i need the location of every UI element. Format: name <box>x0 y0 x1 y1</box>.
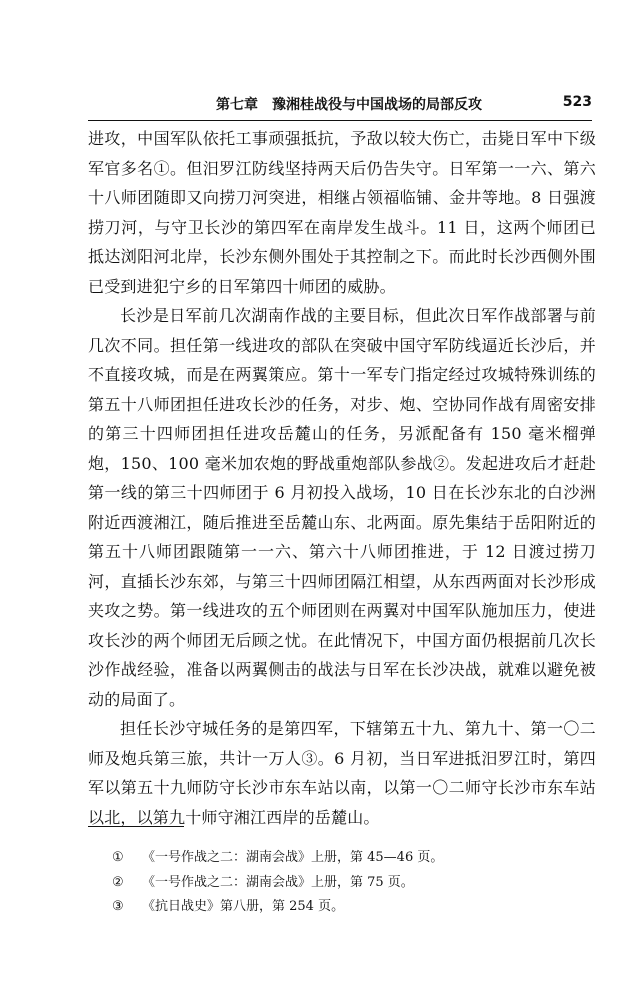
paragraph-3: 担任长沙守城任务的是第四军，下辖第五十九、第九十、第一〇二师及炮兵第三旅，共计一万人③。6 月初，当日军进抵汨罗江时，第四军以第五十九师防守长沙市东车站以南，以第一〇二师守长沙市东车站以北，以第九十师守湘江西岸的岳麓山。 <box>88 719 596 827</box>
footnote-text: 《一号作战之二：湖南会战》上册，第 45—46 页。 <box>142 850 444 865</box>
body-text <box>88 124 596 832</box>
chapter-title: 第七章 豫湘桂战役与中国战场的局部反攻 <box>216 97 482 113</box>
footnote-marker: ③ <box>112 899 124 914</box>
footnote-rule <box>88 826 184 827</box>
footnotes <box>112 846 572 920</box>
page-number: 523 <box>562 94 592 110</box>
footnote-text: 《抗日战史》第八册，第 254 页。 <box>142 899 345 914</box>
footnote-marker: ① <box>112 850 124 865</box>
footnote-marker: ② <box>112 874 124 890</box>
footnote-text: 《一号作战之二：湖南会战》上册，第 75 页。 <box>142 874 414 890</box>
footnote-1 <box>112 846 572 871</box>
header-rule <box>88 120 592 121</box>
running-header <box>88 94 592 118</box>
footnote-2 <box>112 871 572 896</box>
paragraph-2: 长沙是日军前几次湖南作战的主要目标，但此次日军作战部署与前几次不同。担任第一线进攻的部队在突破中国守军防线逼近长沙后，并不直接攻城，而是在两翼策应。第十一军专门指定经过攻城特殊训练的第五十八师团担任进攻长沙的任务，对步、炮、空协同作战有周密安排的第三十四师团担任进攻岳麓山的任务，另派配备有 150 毫米榴弹炮，150、100 毫米加农炮的野战重炮部队参战②。发起进攻后才赶赴第一线的第三十四师团于 6 月初投入战场，10 日在长沙东北的白沙洲附近西渡湘江，随后推进至岳麓山东、北两面。原先集结于岳阳附近的第五十八师团跟随第一一六、第六十八师团推进，于 12 日渡过捞刀河，直插长沙东郊，与第三十四师团隔江相望，从东西两面对长沙形成夹攻之势。第一线进攻的五个师团则在两翼对中国军队施加压力，使进攻长沙的两个师团无后顾之忧。在此情况下，中国方面仍根据前几次长沙作战经验，准备以两翼侧击的战法与日军在长沙决战，就难以避免被动的局面了。 <box>88 306 596 709</box>
paragraph-1: 进攻，中国军队依托工事顽强抵抗，予敌以较大伤亡，击毙日军中下级军官多名①。但汨罗江防线坚持两天后仍告失守。日军第一一六、第六十八师团随即又向捞刀河突进，相继占领福临铺、金井等地。8 日强渡捞刀河，与守卫长沙的第四军在南岸发生战斗。11 日，这两个师团已抵达浏阳河北岸，长沙东侧外围处于其控制之下。而此时长沙西侧外围已受到进犯宁乡的日军第四十师团的威胁。 <box>88 129 596 296</box>
footnote-3 <box>112 895 572 920</box>
